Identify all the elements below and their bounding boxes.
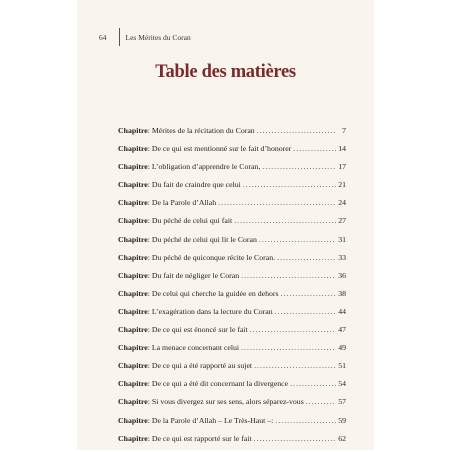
toc-entry <box>118 397 346 415</box>
dot-leader <box>250 325 336 334</box>
toc-entry-title: : Du péché de celui qui fait <box>147 216 233 226</box>
toc-entry-page: 36 <box>338 270 346 280</box>
toc-entry-label: Chapitre <box>118 415 148 425</box>
dot-leader <box>243 180 336 189</box>
toc-entry-page: 24 <box>338 198 346 208</box>
toc-entry-title: : La menace concernant celui <box>147 343 240 353</box>
toc-entry-page: 59 <box>338 415 346 425</box>
dot-leader <box>277 253 336 262</box>
toc-entry-page: 57 <box>338 397 346 407</box>
toc-entry-page: 44 <box>338 306 346 316</box>
toc-entry-title: : De ce qui est énoncé sur le fait <box>147 325 248 335</box>
toc-entry-page: 49 <box>338 343 346 353</box>
toc-entry-label: Chapitre <box>118 252 148 262</box>
toc-entry <box>118 271 346 289</box>
toc-entry-title: : Du péché de quiconque récite le Coran. <box>147 252 276 262</box>
dot-leader <box>218 198 336 207</box>
toc-entry-title: : Du fait de craindre que celui <box>147 180 241 190</box>
toc-entry-title: : Si vous divergez sur ses sens, alors séparez-vous <box>147 397 304 407</box>
toc-entry-title: : De ce qui a été dit concernant la divergence <box>147 379 289 389</box>
dot-leader <box>262 162 336 171</box>
toc-entry <box>118 162 346 180</box>
toc-entry-page: 33 <box>338 252 346 262</box>
toc-entry-page: 47 <box>338 325 346 335</box>
header-divider <box>119 28 120 46</box>
page-title: Table des matières <box>155 62 296 82</box>
toc-entry-title: : L’obligation d’apprendre le Coran, <box>147 162 261 172</box>
toc-entry-label: Chapitre <box>118 361 148 371</box>
toc-entry-page: 62 <box>338 433 346 443</box>
dot-leader <box>254 361 336 370</box>
toc-entry-page: 51 <box>338 361 346 371</box>
toc-entry <box>118 379 346 397</box>
toc-entry-title: : De la Parole d’Allah – Le Très-Haut –: <box>147 415 274 425</box>
toc-entry-page: 7 <box>342 126 346 135</box>
dot-leader <box>241 271 336 280</box>
dot-leader <box>275 307 336 316</box>
toc-entry-page: 31 <box>338 234 346 244</box>
toc-entry <box>118 343 346 361</box>
toc-entry-label: Chapitre <box>118 126 148 135</box>
dot-leader <box>290 379 336 388</box>
toc-entry-title: : De la Parole d’Allah <box>147 198 217 208</box>
toc-entry-label: Chapitre <box>118 343 148 353</box>
toc-entry-page: 27 <box>338 216 346 226</box>
dot-leader <box>254 434 336 443</box>
toc-entry-title: : Du péché de celui qui lit le Coran <box>147 234 257 244</box>
toc-entry <box>118 253 346 271</box>
toc-entry-label: Chapitre <box>118 270 148 280</box>
toc-entry <box>118 416 346 434</box>
toc-entry-label: Chapitre <box>118 216 148 226</box>
toc-entry-page: 54 <box>338 379 346 389</box>
toc-entry <box>118 198 346 216</box>
running-head <box>99 30 191 44</box>
book-page <box>77 0 374 450</box>
toc-entry <box>118 235 346 253</box>
toc-entry-title: : L’exagération dans la lecture du Coran <box>147 306 273 316</box>
dot-leader <box>306 397 336 406</box>
dot-leader <box>234 216 336 225</box>
toc-entry-label: Chapitre <box>118 144 148 154</box>
toc-entry-page: 14 <box>338 144 346 154</box>
toc-entry-label: Chapitre <box>118 433 148 443</box>
toc-entry-label: Chapitre <box>118 325 148 335</box>
dot-leader <box>293 144 336 153</box>
toc-entry-title: : De celui qui cherche la guidée en dehors <box>147 288 279 298</box>
dot-leader <box>241 343 336 352</box>
toc-entry-label: Chapitre <box>118 379 148 389</box>
toc-entry-label: Chapitre <box>118 288 148 298</box>
toc-entry-label: Chapitre <box>118 180 148 190</box>
toc-entry-label: Chapitre <box>118 234 148 244</box>
toc-entry <box>118 325 346 343</box>
book-title: Les Mérites du Coran <box>125 32 191 42</box>
dot-leader <box>281 289 336 298</box>
toc-entry <box>118 361 346 379</box>
toc-entry-label: Chapitre <box>118 397 148 407</box>
page-number: 64 <box>99 32 107 42</box>
dot-leader <box>275 416 336 425</box>
toc-entry-page: 21 <box>338 180 346 190</box>
dot-leader <box>257 126 336 135</box>
toc-entry-label: Chapitre <box>118 198 148 208</box>
toc-entry <box>118 307 346 325</box>
toc-entry <box>118 180 346 198</box>
toc-entry <box>118 434 346 452</box>
toc-entry-title: : Du fait de négliger le Coran <box>147 270 240 280</box>
toc-entry <box>118 126 346 144</box>
toc-entry-title: : De ce qui est rapporté sur le fait <box>147 433 252 443</box>
toc-entry <box>118 144 346 162</box>
toc-entry <box>118 289 346 307</box>
toc-entry-page: 38 <box>338 288 346 298</box>
toc-entry-page: 17 <box>338 162 346 172</box>
table-of-contents <box>118 126 346 452</box>
toc-entry-title: : De ce qui a été rapporté au sujet <box>147 361 253 371</box>
toc-entry-title: : De ce qui est mentionné sur le fait d’honorer <box>147 144 292 154</box>
toc-entry-title: : Mérites de la récitation du Coran <box>147 126 255 135</box>
dot-leader <box>259 235 336 244</box>
toc-entry-label: Chapitre <box>118 306 148 316</box>
toc-entry <box>118 216 346 234</box>
toc-entry-label: Chapitre <box>118 162 148 172</box>
